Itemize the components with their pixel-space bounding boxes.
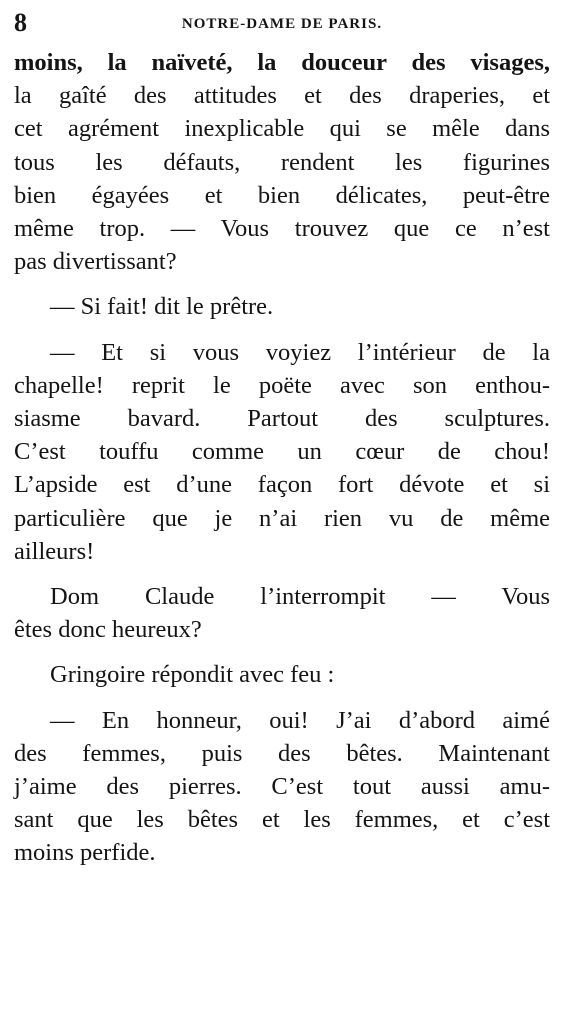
paragraph-description [14, 46, 550, 278]
text-line: C’est touffu comme un cœur de chou! [14, 438, 550, 466]
text-line: moins, la naïveté, la douceur des visages, [14, 49, 550, 76]
text-line: j’aime des pierres. C’est tout aussi amu- [14, 773, 550, 801]
text-line: cet agrément inexplicable qui se mêle dans [14, 115, 550, 143]
text-line: la gaîté des attitudes et des draperies, et [14, 82, 550, 110]
text-line: L’apside est d’une façon fort dévote et si [14, 471, 550, 499]
text-line: tous les défauts, rendent les figurines [14, 148, 550, 176]
paragraph-stones [14, 704, 550, 870]
running-title: NOTRE-DAME DE PARIS. [181, 16, 383, 32]
text-line: — Et si vous voyiez l’intérieur de la [50, 338, 550, 366]
text-line: pas divertissant? [14, 248, 177, 276]
body-text [14, 46, 550, 870]
text-line: Gringoire répondit avec feu : [50, 661, 335, 689]
text-line: Dom Claude l’interrompit — Vous [50, 583, 550, 611]
text-line: ailleurs! [14, 537, 95, 565]
text-line: même trop. — Vous trouvez que ce n’est [14, 215, 550, 243]
text-line: siasme bavard. Partout des sculptures. [14, 405, 550, 433]
text-line: sant que les bêtes et les femmes, et c’est [14, 806, 550, 834]
text-line: particulière que je n’ai rien vu de même [14, 504, 550, 532]
paragraph-dom-claude [14, 580, 550, 646]
page-number: 8 [14, 8, 27, 37]
text-line: des femmes, puis des bêtes. Maintenant [14, 739, 550, 767]
paragraph-gringoire [14, 658, 550, 691]
paragraph-poet-chapel [14, 336, 550, 568]
text-line: moins perfide. [14, 839, 156, 867]
running-head [14, 6, 550, 46]
text-line: bien égayées et bien délicates, peut-être [14, 181, 550, 209]
text-line: chapelle! reprit le poëte avec son enthou- [14, 371, 550, 399]
paragraph-priest-reply [14, 290, 550, 323]
text-line: — En honneur, oui! J’ai d’abord aimé [50, 706, 550, 734]
text-line: êtes donc heureux? [14, 616, 202, 644]
text-line: — Si fait! dit le prêtre. [50, 293, 274, 321]
